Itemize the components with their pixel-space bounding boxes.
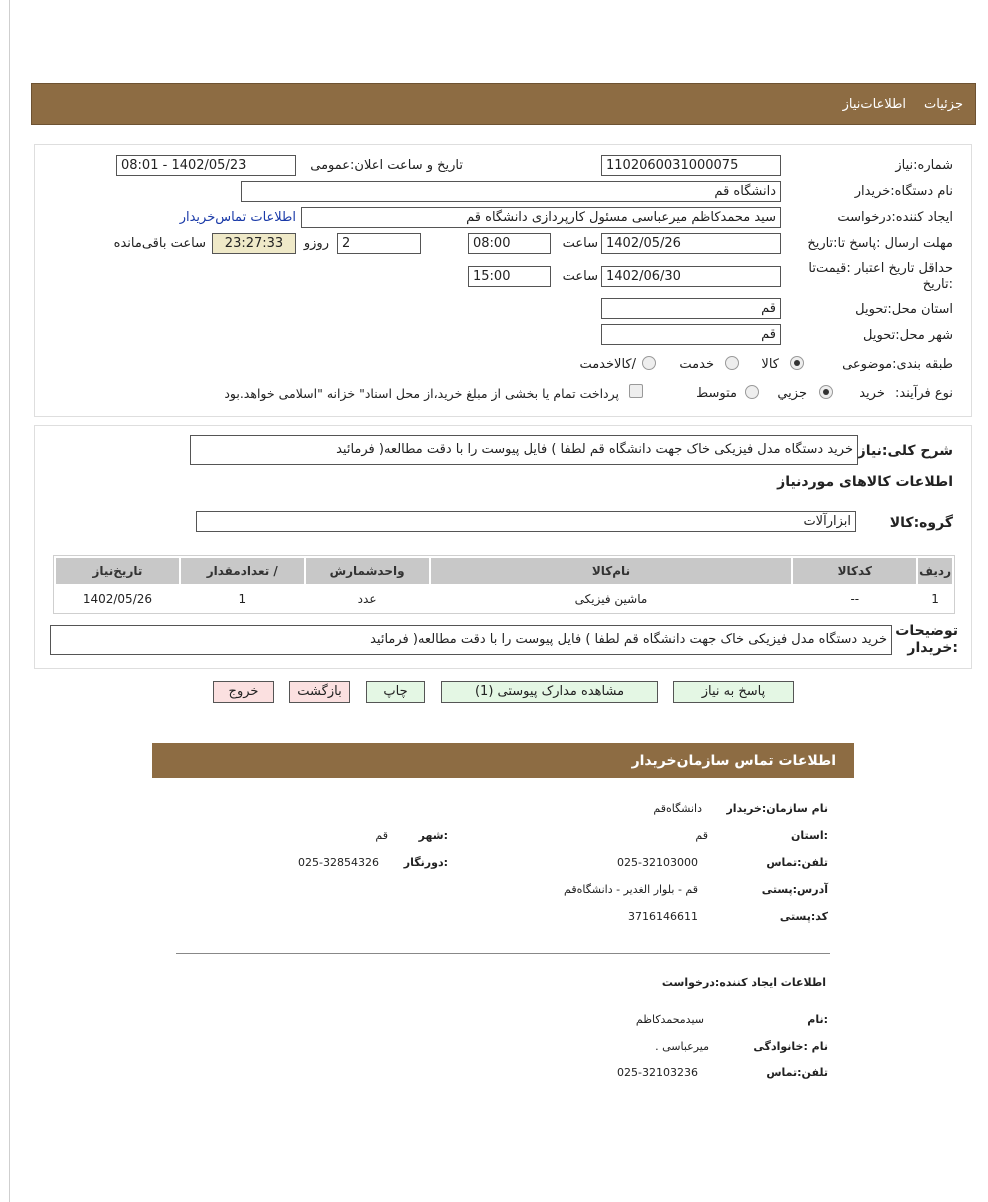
category-label: طبقه بندی:موضوعی (842, 357, 953, 372)
buyer-notes-field: خرید دستگاه مدل فیزیکی خاک جهت دانشگاه قم لطفا ) فایل پیوست را با دقت مطالعه( فرمائید (50, 625, 892, 655)
category-option-goods: کالا (761, 357, 779, 372)
summary-field: خرید دستگاه مدل فیزیکی خاک جهت دانشگاه قم لطفا ) فایل پیوست را با دقت مطالعه( فرمائید (190, 435, 858, 465)
days-field: 2 (337, 233, 421, 254)
contact-city-label: :شهر (418, 829, 448, 842)
creator-section-title: اطلاعات ایجاد کننده:درخواست (661, 976, 826, 989)
process-radio-medium[interactable] (745, 385, 759, 399)
col-unit: واحدشمارش (306, 558, 429, 584)
col-row-number: ردیف (918, 558, 952, 584)
creator-name-label: :نام (807, 1013, 828, 1026)
exit-button[interactable]: خروج (213, 681, 274, 703)
province-field: قم (601, 298, 781, 319)
tab-details[interactable]: جزئیات (924, 96, 963, 112)
announce-field: 1402/05/23 - 08:01 (116, 155, 296, 176)
payment-checkbox[interactable] (629, 384, 643, 398)
goods-table-header (56, 558, 952, 584)
goods-section-title: اطلاعات کالاهای مورد‌نیاز (777, 474, 953, 490)
city-field: قم (601, 324, 781, 345)
deadline-date-field: 1402/05/26 (601, 233, 781, 254)
print-button[interactable]: چاپ (366, 681, 425, 703)
payment-note: پرداخت تمام یا بخشی از مبلغ خرید،از محل اسناد" خزانه "اسلامی خواهد.بود (224, 386, 619, 401)
buyer-contact-link[interactable]: اطلاعات تماس‌خریدار (179, 210, 296, 225)
contact-address: قم - بلوار الغدیر - دانشگاه‌قم (564, 883, 698, 896)
contact-org: دانشگاه‌قم (653, 802, 702, 815)
back-button[interactable]: بازگشت (289, 681, 350, 703)
creator-label: ایجاد کننده:درخواست (837, 210, 953, 225)
validity-label-text: حداقل تاریخ اعتبار :قیمت‌تا :تاریخ (808, 261, 953, 292)
cell-row-number: 1 (931, 592, 939, 606)
need-number-field: 1102060031000075 (601, 155, 781, 176)
validity-time-label: ساعت (562, 269, 598, 284)
contact-postal: 3716146611 (628, 910, 698, 923)
validity-time-field: 15:00 (468, 266, 551, 287)
contact-section-header: اطلاعات تماس سازمان‌خریدار (152, 743, 854, 778)
validity-date-field: 1402/06/30 (601, 266, 781, 287)
goods-table-wrapper (53, 555, 955, 614)
deadline-time-field: 08:00 (468, 233, 551, 254)
creator-phone: 025-32103236 (617, 1066, 698, 1079)
remaining-timer: 23:27:33 (212, 233, 296, 254)
category-option-goods-service: /کالاخدمت (579, 357, 636, 372)
header-bar (31, 83, 976, 125)
creator-phone-label: تلفن:تماس (766, 1066, 828, 1079)
process-radio-partial[interactable] (819, 385, 833, 399)
creator-field: سید محمدکاظم میرعباسی مسئول کارپردازی دانشگاه قم (301, 207, 781, 228)
attachments-button[interactable]: مشاهده مدارک پیوستی (1) (441, 681, 658, 703)
creator-family-label: نام :خانوادگی (753, 1040, 828, 1053)
goods-table (54, 556, 954, 614)
cell-need-date: 1402/05/26 (82, 592, 153, 606)
category-radio-goods-service[interactable] (642, 356, 656, 370)
days-label: روزو (303, 236, 329, 251)
creator-name: سیدمحمدکاظم (635, 1013, 704, 1026)
table-row (56, 586, 952, 612)
page-left-border (9, 0, 10, 1202)
contact-phone-label: تلفن:تماس (766, 856, 828, 869)
col-quantity: / تعدادمقدار (181, 558, 304, 584)
group-label: گروه:کالا (889, 515, 953, 531)
reply-button[interactable]: پاسخ به نیاز (673, 681, 794, 703)
contact-province: قم (695, 829, 708, 842)
need-number-label: شماره:نیاز (895, 158, 953, 173)
process-label-text: نوع فرآیند: (895, 386, 953, 401)
contact-divider (176, 953, 830, 954)
city-label: شهر محل:تحویل (863, 328, 953, 343)
contact-city: قم (375, 829, 388, 842)
cell-item-name: ماشین فیزیکی (574, 592, 648, 606)
deadline-time-label: ساعت (562, 236, 598, 251)
col-item-code: کدکالا (793, 558, 916, 584)
buyer-org-label: نام دستگاه:خریدار (854, 184, 953, 199)
process-option-partial: جزيي (777, 386, 807, 401)
summary-label: شرح کلی:نیاز (857, 443, 953, 459)
col-item-name: نام‌کالا (431, 558, 792, 584)
process-label (859, 386, 953, 401)
contact-phone: 025-32103000 (617, 856, 698, 869)
deadline-label: مهلت ارسال :پاسخ تا:تاریخ (807, 236, 953, 251)
remaining-label: ساعت باقی‌مانده (113, 236, 206, 251)
cell-unit: عدد (357, 592, 377, 606)
contact-org-label: نام سازمان:خریدار (726, 802, 828, 815)
creator-family: میرعباسی . (655, 1040, 709, 1053)
contact-postal-label: کد:پستی (779, 910, 828, 923)
contact-address-label: آدرس:پستی (761, 883, 828, 896)
tab-need-info[interactable]: اطلاعات‌نیاز (842, 96, 907, 112)
col-need-date: تاریخ‌نیاز (56, 558, 179, 584)
process-option-medium: متوسط (696, 386, 737, 401)
group-field: ابزارآلات (196, 511, 856, 532)
contact-province-label: :استان (791, 829, 828, 842)
category-radio-goods[interactable] (790, 356, 804, 370)
contact-fax-label: :دورنگار (403, 856, 448, 869)
process-value: خرید (859, 386, 885, 401)
buyer-org-field: دانشگاه قم (241, 181, 781, 202)
contact-fax: 025-32854326 (298, 856, 379, 869)
buyer-notes-label: توضیحات :خریدار (895, 623, 958, 656)
cell-item-code: -- (850, 592, 860, 606)
province-label: استان محل:تحویل (855, 302, 953, 317)
cell-quantity: 1 (238, 592, 247, 606)
category-radio-service[interactable] (725, 356, 739, 370)
validity-label (793, 261, 953, 293)
announce-label: تاریخ و ساعت اعلان:عمومی (310, 158, 463, 173)
category-option-service: خدمت (679, 357, 714, 372)
